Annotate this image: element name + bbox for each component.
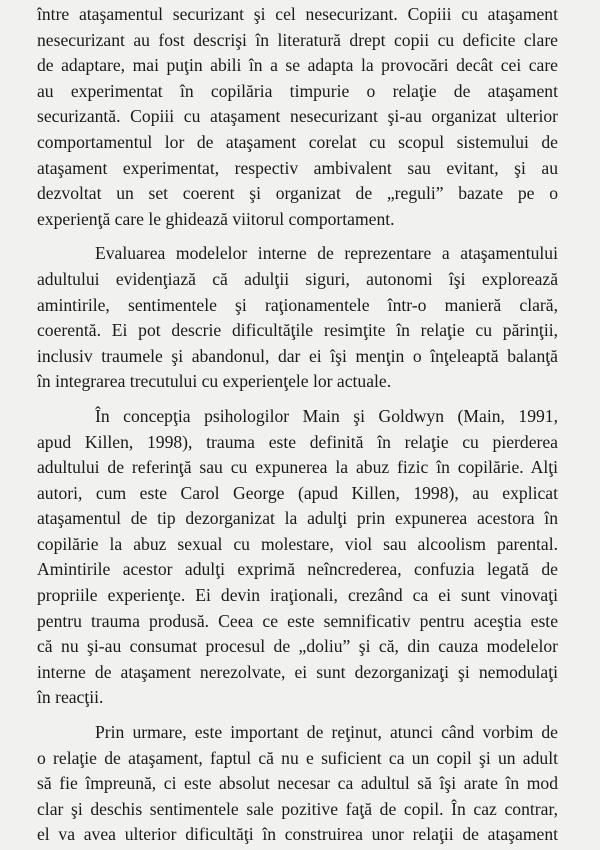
- text-line: în reacţii.: [37, 687, 104, 708]
- text-line: autori, cum este Carol George (apud Killen, 1998), au explicat: [37, 482, 558, 503]
- paragraph-3: [37, 404, 558, 711]
- text-line: nesecurizant au fost descrişi în literatură drept copii cu deficite clare: [37, 29, 558, 50]
- text-line: o relaţie de ataşament, faptul că nu e suficient ca un copil şi un adult: [37, 747, 558, 768]
- text-line: În concepţia psihologilor Main şi Goldwyn (Main, 1991,: [95, 405, 558, 426]
- text-line: Amintirile acestor adulţi exprimă neîncrederea, confuzia legată de: [37, 559, 558, 580]
- paragraph-2: [37, 241, 558, 395]
- text-line: dezvoltat un set coerent şi organizat de „reguli” bazate pe o: [37, 183, 558, 204]
- text-line: Evaluarea modelelor interne de reprezentare a ataşamentului: [95, 243, 558, 264]
- text-line: propriile experienţe. Ei devin iraţionali, crezând ca ei sunt vinovaţi: [37, 585, 558, 606]
- text-line: el va avea ulterior dificultăţi în construirea unor relaţii de ataşament: [37, 824, 558, 845]
- text-line: adultului evidenţiază că adulţii siguri, autonomi îşi explorează: [37, 268, 558, 289]
- text-line: apud Killen, 1998), trauma este definită în relaţie cu pierderea: [37, 431, 558, 452]
- text-line: coerentă. Ei pot descrie dificultăţile resimţite în relaţie cu părinţii,: [37, 320, 558, 341]
- text-line: copilărie la abuz sexual cu molestare, viol sau alcoolism parental.: [37, 533, 558, 554]
- text-line: experienţă care le ghidează viitorul comportament.: [37, 208, 395, 229]
- text-line: adultului de referinţă sau cu expunerea la abuz fizic în copilărie. Alţi: [37, 457, 558, 478]
- text-line: interne de ataşament nerezolvate, ei sunt dezorganizaţi şi nemodulaţi: [37, 661, 558, 682]
- text-line: de adaptare, mai puţin abili în a se adapta la provocări decât cei care: [37, 55, 558, 76]
- text-line: Prin urmare, este important de reţinut, atunci când vorbim de: [95, 722, 558, 743]
- text-line: pentru trauma produsă. Ceea ce este semnificativ pentru aceştia este: [37, 610, 558, 631]
- text-line: amintirile, sentimentele şi raţionamentele într-o manieră clară,: [37, 294, 558, 315]
- paragraph-4: [37, 720, 558, 848]
- text-line: au experimentat în copilăria timpurie o relaţie de ataşament: [37, 80, 558, 101]
- paragraph-gap: [37, 711, 558, 720]
- text-line: clar şi deschis sentimentele sale pozitive faţă de copil. În caz contrar,: [37, 798, 558, 819]
- text-line: inclusiv traumele şi abandonul, dar ei îşi menţin o înţeleaptă balanţă: [37, 345, 558, 366]
- text-line: comportamentul lor de ataşament corelat cu scopul sistemului de: [37, 131, 558, 152]
- text-line: să fie împreună, ci este absolut necesar ca adultul să îşi arate în mod: [37, 773, 558, 794]
- text-line: ataşament experimentat, respectiv ambivalent sau evitant, şi au: [37, 157, 558, 178]
- text-line: că nu şi-au consumat procesul de „doliu” şi că, din cauza modelelor: [37, 636, 558, 657]
- text-line: securizantă. Copiii cu ataşament nesecurizant şi-au organizat ulterior: [37, 106, 558, 127]
- text-line: ataşamentul de tip dezorganizat la adulţi prin expunerea acestora în: [37, 508, 558, 529]
- paragraph-gap: [37, 232, 558, 241]
- paragraph-gap: [37, 395, 558, 404]
- text-line: în integrarea trecutului cu experienţele lor actuale.: [37, 371, 392, 392]
- text-line: între ataşamentul securizant şi cel nesecurizant. Copiii cu ataşament: [37, 4, 558, 24]
- paragraph-1: [37, 2, 558, 232]
